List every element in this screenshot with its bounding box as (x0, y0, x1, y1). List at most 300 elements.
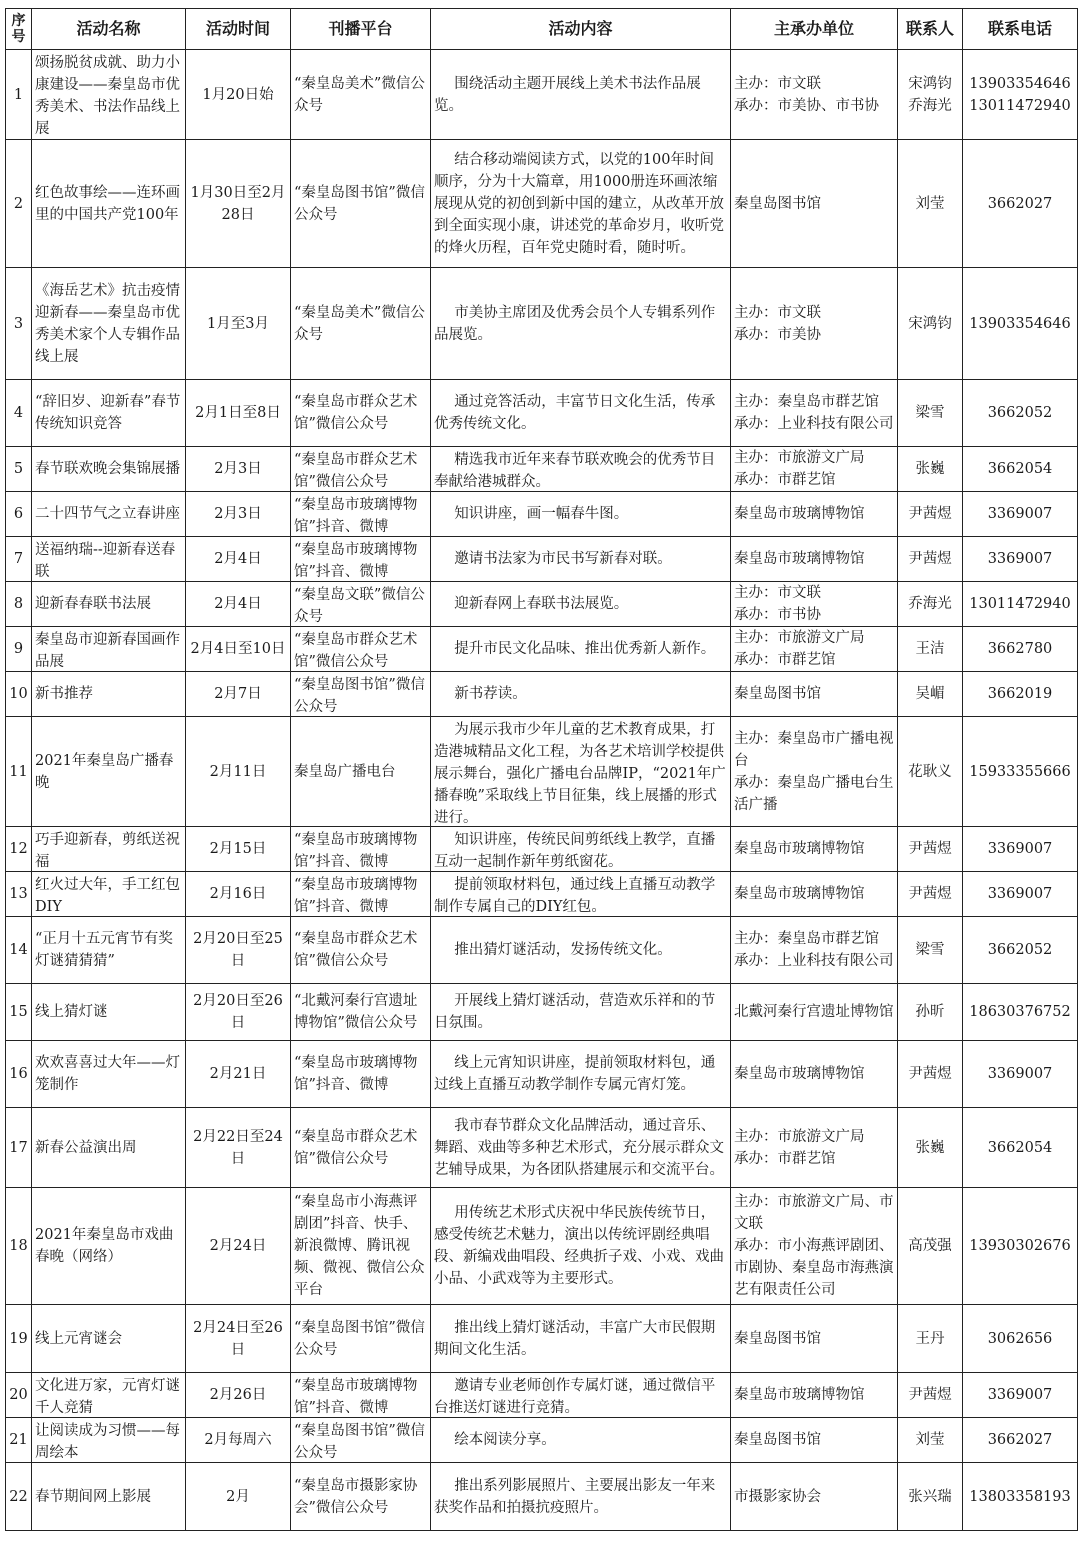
row-number (6, 1463, 32, 1531)
activity-time (186, 1418, 291, 1463)
activity-name-text: 红火过大年，手工红包DIY (35, 876, 180, 915)
contact-person-line: 尹茜煜 (908, 841, 952, 857)
activity-time-text: 2月4日 (214, 551, 262, 567)
contact-phone (963, 672, 1078, 717)
activity-name (32, 1188, 186, 1305)
row-number-text: 15 (9, 1004, 28, 1020)
contact-phone (963, 447, 1078, 492)
contact-person (898, 917, 963, 984)
activity-time-text: 2月16日 (209, 886, 267, 902)
activity-name-text: “辞旧岁、迎新春”春节传统知识竞答 (35, 394, 181, 432)
activity-time (186, 627, 291, 672)
activity-time (186, 447, 291, 492)
contact-phone (963, 1188, 1078, 1305)
activity-platform (291, 537, 431, 582)
contact-phone (963, 50, 1078, 140)
table-row (6, 1463, 1078, 1531)
activity-time (186, 1041, 291, 1108)
organizer-line: 主办：市旅游文广局、市文联 (734, 1194, 894, 1232)
activity-time-text: 2月每周六 (204, 1432, 272, 1448)
activity-name (32, 1041, 186, 1108)
activity-time-text: 2月 (226, 1488, 250, 1505)
activity-platform (291, 1418, 431, 1463)
activity-time-text: 2月24日至26日 (193, 1319, 283, 1358)
activity-time-text: 2月24日 (209, 1238, 267, 1254)
header-content: 活动内容 (431, 9, 731, 50)
activity-time (186, 984, 291, 1041)
activity-content-text: 我市春节群众文化品牌活动，通过音乐、舞蹈、戏曲等多种艺术形式，充分展示群众文艺辅导成果，为各团队搭建展示和交流平台。 (434, 1117, 724, 1178)
activity-time (186, 1463, 291, 1531)
contact-phone-line: 3662054 (987, 1139, 1053, 1156)
organizer (731, 827, 898, 872)
activity-content (431, 1108, 731, 1188)
activity-content (431, 1418, 731, 1463)
activity-content-text: 为展示我市少年儿童的艺术教育成果，打造港城精品文化工程，为各艺术培训学校提供展示舞台，强化广播电台品牌IP，“2021年广播春晚”采取线上节目征集，线上展播的形式进行。 (434, 721, 726, 825)
row-number-text: 19 (9, 1330, 28, 1347)
activity-time-text: 2月3日 (214, 506, 262, 522)
contact-phone (963, 140, 1078, 268)
organizer-line: 秦皇岛图书馆 (734, 1432, 821, 1448)
activity-content-text: 市美协主席团及优秀会员个人专辑系列作品展览。 (434, 304, 716, 343)
row-number (6, 1418, 32, 1463)
activity-content-text: 开展线上猜灯谜活动，营造欢乐祥和的节日氛围。 (434, 993, 716, 1031)
table-row (6, 582, 1078, 627)
organizer-line: 秦皇岛市玻璃博物馆 (734, 1387, 865, 1403)
activity-time (186, 50, 291, 140)
table-row (6, 872, 1078, 917)
activity-content-text: 知识讲座，传统民间剪纸线上教学，直播互动一起制作新年剪纸窗花。 (434, 831, 716, 870)
row-number (6, 537, 32, 582)
activity-name-text: 二十四节气之立春讲座 (35, 506, 180, 522)
row-number-text: 16 (9, 1066, 28, 1082)
activity-time (186, 582, 291, 627)
contact-phone-line: 13930302676 (969, 1238, 1071, 1254)
organizer (731, 872, 898, 917)
activity-platform-text: “秦皇岛市群众艺术馆”微信公众号 (294, 1128, 418, 1167)
table-row (6, 1305, 1078, 1373)
contact-phone-line: 13011472940 (969, 97, 1071, 114)
organizer (731, 672, 898, 717)
contact-person (898, 1305, 963, 1373)
contact-person-line: 吴嵋 (915, 686, 945, 702)
activity-platform-text: “秦皇岛图书馆”微信公众号 (294, 1319, 425, 1358)
organizer (731, 1463, 898, 1531)
activity-name (32, 1418, 186, 1463)
activity-name-text: 春节期间网上影展 (35, 1488, 151, 1505)
contact-phone-line: 3662052 (987, 942, 1053, 958)
contact-person-line: 尹茜煜 (908, 886, 952, 902)
row-number (6, 582, 32, 627)
activity-time (186, 492, 291, 537)
activity-platform (291, 50, 431, 140)
activity-platform-text: “秦皇岛文联”微信公众号 (294, 586, 425, 625)
row-number-text: 9 (13, 641, 24, 657)
contact-person-line: 尹茜煜 (908, 551, 952, 567)
contact-phone-line: 3662027 (987, 195, 1053, 212)
contact-phone-line: 3369007 (987, 1066, 1053, 1082)
organizer-line: 秦皇岛市玻璃博物馆 (734, 841, 865, 857)
activity-platform-text: “秦皇岛图书馆”微信公众号 (294, 1422, 425, 1461)
contact-person-line: 乔海光 (908, 596, 952, 612)
organizer (731, 984, 898, 1041)
activity-platform (291, 140, 431, 268)
activity-name (32, 50, 186, 140)
contact-phone (963, 537, 1078, 582)
activity-platform-text: 秦皇岛广播电台 (294, 763, 396, 780)
header-activity-name: 活动名称 (32, 9, 186, 50)
organizer-line: 秦皇岛图书馆 (734, 686, 821, 702)
organizer-line: 主办：市旅游文广局 (734, 450, 865, 466)
contact-person (898, 1463, 963, 1531)
activity-name-text: 送福纳瑞--迎新春送春联 (35, 541, 176, 580)
contact-person-line: 梁雪 (915, 405, 945, 421)
organizer-line: 秦皇岛图书馆 (734, 195, 821, 212)
organizer-line: 主办：秦皇岛市群艺馆 (734, 394, 879, 410)
organizer-line: 主办：市文联 (734, 304, 821, 321)
row-number (6, 50, 32, 140)
organizer-line: 主办：市文联 (734, 585, 821, 601)
contact-person (898, 1108, 963, 1188)
contact-phone-line: 3662019 (987, 686, 1053, 702)
contact-phone-line: 3369007 (987, 1387, 1053, 1403)
activity-content-text: 推出猜灯谜活动，发扬传统文化。 (454, 942, 672, 958)
contact-phone (963, 717, 1078, 827)
contact-person-line: 宋鸿钧 (908, 315, 952, 332)
row-number-text: 4 (13, 405, 24, 421)
activity-content-text: 邀请专业老师创作专属灯谜，通过微信平台推送灯谜进行竞猜。 (434, 1377, 716, 1416)
contact-person-line: 王丹 (915, 1330, 945, 1347)
organizer (731, 447, 898, 492)
activity-platform (291, 672, 431, 717)
organizer (731, 1373, 898, 1418)
table-row (6, 537, 1078, 582)
activity-platform (291, 582, 431, 627)
activity-name-text: 巧手迎新春，剪纸送祝福 (35, 831, 180, 870)
contact-person (898, 984, 963, 1041)
row-number-text: 14 (9, 942, 28, 958)
activity-platform (291, 1463, 431, 1531)
activity-name (32, 140, 186, 268)
contact-person-line: 宋鸿钧 (908, 75, 952, 92)
activity-content-text: 新书荐读。 (454, 686, 527, 702)
activity-name (32, 1463, 186, 1531)
row-number (6, 140, 32, 268)
contact-person-line: 尹茜煜 (908, 1387, 952, 1403)
activity-platform (291, 492, 431, 537)
activity-time (186, 140, 291, 268)
row-number-text: 21 (9, 1432, 28, 1448)
activity-platform-text: “秦皇岛市群众艺术馆”微信公众号 (294, 394, 418, 432)
row-number (6, 627, 32, 672)
contact-phone-line: 15933355666 (969, 763, 1071, 780)
organizer-line: 承办：市美协 (734, 326, 821, 343)
activity-time (186, 917, 291, 984)
activity-platform (291, 447, 431, 492)
activity-name (32, 492, 186, 537)
activity-platform (291, 717, 431, 827)
activity-platform (291, 1373, 431, 1418)
activity-content-text: 提升市民文化品味、推出优秀新人新作。 (454, 641, 716, 657)
organizer (731, 537, 898, 582)
contact-phone (963, 380, 1078, 447)
organizer-line: 承办：上业科技有限公司 (734, 416, 894, 432)
row-number (6, 1188, 32, 1305)
activity-content (431, 380, 731, 447)
contact-person (898, 380, 963, 447)
activity-name-text: “正月十五元宵节有奖灯谜猜猜猜” (35, 931, 173, 969)
organizer-line: 承办：市群艺馆 (734, 472, 836, 488)
organizer-line: 承办：秦皇岛广播电台生活广播 (734, 774, 894, 813)
activity-name (32, 827, 186, 872)
activity-platform-text: “秦皇岛市玻璃博物馆”抖音、微博 (294, 876, 418, 915)
activity-name-text: 《海岳艺术》抗击疫情迎新春——秦皇岛市优秀美术家个人专辑作品线上展 (35, 282, 180, 365)
row-number-text: 8 (13, 596, 24, 612)
row-number-text: 10 (9, 686, 28, 702)
contact-phone (963, 1373, 1078, 1418)
activity-content (431, 917, 731, 984)
activity-time (186, 717, 291, 827)
organizer (731, 1418, 898, 1463)
activity-content (431, 1188, 731, 1305)
activity-time-text: 2月4日至10日 (190, 641, 286, 657)
activity-platform (291, 1188, 431, 1305)
contact-phone-line: 3062656 (987, 1330, 1053, 1347)
activity-time (186, 1373, 291, 1418)
contact-phone (963, 917, 1078, 984)
contact-phone-line: 13903354646 (969, 315, 1071, 332)
organizer (731, 1305, 898, 1373)
contact-person (898, 672, 963, 717)
row-number-text: 6 (13, 506, 24, 522)
organizer (731, 717, 898, 827)
header-organizer: 主承办单位 (731, 9, 898, 50)
activity-time-text: 1月20日始 (202, 86, 274, 103)
activity-name-text: 红色故事绘——连环画里的中国共产党100年 (35, 184, 180, 223)
contact-person-line: 刘莹 (915, 1432, 945, 1448)
contact-phone (963, 872, 1078, 917)
activity-time-text: 1月至3月 (207, 315, 269, 332)
activity-platform-text: “北戴河秦行宫遗址博物馆”微信公众号 (294, 993, 418, 1031)
activity-name (32, 380, 186, 447)
organizer (731, 380, 898, 447)
row-number (6, 1373, 32, 1418)
contact-person (898, 1418, 963, 1463)
activity-name (32, 1108, 186, 1188)
activity-time (186, 380, 291, 447)
activity-content (431, 984, 731, 1041)
table-row (6, 627, 1078, 672)
table-body (6, 50, 1078, 1531)
activity-content (431, 537, 731, 582)
activity-content-text: 迎新春网上春联书法展览。 (454, 596, 629, 612)
contact-phone-line: 3662780 (987, 641, 1053, 657)
contact-phone-line: 3369007 (987, 551, 1053, 567)
contact-phone (963, 627, 1078, 672)
row-number-text: 12 (9, 841, 28, 857)
header-no: 序号 (6, 9, 32, 50)
activity-name (32, 268, 186, 380)
table-row (6, 717, 1078, 827)
contact-person-line: 梁雪 (915, 942, 945, 958)
contact-person (898, 268, 963, 380)
contact-person-line: 刘莹 (915, 195, 945, 212)
activity-name (32, 1305, 186, 1373)
table-row (6, 492, 1078, 537)
row-number-text: 7 (13, 551, 24, 567)
contact-person (898, 492, 963, 537)
activity-platform-text: “秦皇岛市玻璃博物馆”抖音、微博 (294, 1377, 418, 1416)
contact-phone (963, 582, 1078, 627)
table-row (6, 672, 1078, 717)
activity-content (431, 672, 731, 717)
contact-phone (963, 984, 1078, 1041)
contact-person (898, 582, 963, 627)
activity-content (431, 582, 731, 627)
activity-platform-text: “秦皇岛市玻璃博物馆”抖音、微博 (294, 496, 418, 535)
activity-time-text: 2月15日 (209, 841, 267, 857)
activity-content (431, 1305, 731, 1373)
contact-phone (963, 268, 1078, 380)
contact-person (898, 827, 963, 872)
activity-name-text: 颂扬脱贫成就、助力小康建设——秦皇岛市优秀美术、书法作品线上展 (35, 54, 180, 137)
activity-content-text: 通过竞答活动，丰富节日文化生活，传承优秀传统文化。 (434, 394, 716, 432)
activity-platform (291, 1108, 431, 1188)
activity-name-text: 线上猜灯谜 (35, 1004, 108, 1020)
contact-phone-line: 3369007 (987, 506, 1053, 522)
activity-content (431, 827, 731, 872)
activity-name-text: 让阅读成为习惯——每周绘本 (35, 1422, 180, 1461)
contact-person (898, 537, 963, 582)
activity-content-text: 推出系列影展照片、主要展出影友一年来获奖作品和拍摄抗疫照片。 (434, 1477, 716, 1516)
organizer-line: 承办：市小海燕评剧团、市剧协、秦皇岛市海燕演艺有限责任公司 (734, 1238, 894, 1298)
row-number (6, 1041, 32, 1108)
activity-name (32, 872, 186, 917)
row-number (6, 1305, 32, 1373)
activity-platform (291, 917, 431, 984)
activity-time (186, 827, 291, 872)
activity-platform (291, 872, 431, 917)
activity-content (431, 1041, 731, 1108)
activity-content-text: 结合移动端阅读方式，以党的100年时间顺序，分为十大篇章，用1000册连环画浓缩展现从党的初创到新中国的建立，从改革开放到全面实现小康，讲述党的革命岁月，收听党的烽火历程，百年党史随时看，随时听。 (434, 151, 724, 256)
activity-platform (291, 984, 431, 1041)
activity-time (186, 537, 291, 582)
activity-name (32, 717, 186, 827)
contact-person-line: 张巍 (915, 461, 945, 477)
activity-name (32, 582, 186, 627)
activity-name-text: 新春公益演出周 (35, 1139, 137, 1156)
contact-person (898, 1041, 963, 1108)
contact-phone-line: 13903354646 (969, 75, 1071, 92)
organizer-line: 主办：市旅游文广局 (734, 630, 865, 646)
activity-content-text: 精选我市近年来春节联欢晚会的优秀节目奉献给港城群众。 (434, 451, 716, 490)
organizer-line: 秦皇岛市玻璃博物馆 (734, 551, 865, 567)
activity-content (431, 268, 731, 380)
activity-time-text: 2月26日 (209, 1387, 267, 1403)
contact-phone-line: 3369007 (987, 886, 1053, 902)
activity-content (431, 1463, 731, 1531)
contact-person (898, 627, 963, 672)
activity-content (431, 50, 731, 140)
activity-time (186, 1188, 291, 1305)
table-row (6, 268, 1078, 380)
activity-platform-text: “秦皇岛市摄影家协会”微信公众号 (294, 1477, 418, 1516)
contact-phone (963, 1041, 1078, 1108)
activity-content (431, 447, 731, 492)
activity-name (32, 984, 186, 1041)
activity-platform-text: “秦皇岛市群众艺术馆”微信公众号 (294, 451, 418, 490)
activity-platform-text: “秦皇岛市玻璃博物馆”抖音、微博 (294, 1055, 418, 1093)
activity-content-text: 绘本阅读分享。 (454, 1432, 556, 1448)
organizer (731, 582, 898, 627)
contact-person-line: 高茂强 (908, 1238, 952, 1254)
activity-time-text: 2月4日 (214, 596, 262, 612)
activity-time-text: 2月3日 (214, 461, 262, 477)
organizer-line: 承办：市书协 (734, 607, 821, 623)
organizer-line: 承办：市美协、市书协 (734, 97, 879, 114)
table-row (6, 50, 1078, 140)
contact-person (898, 447, 963, 492)
activity-content-text: 线上元宵知识讲座，提前领取材料包，通过线上直播互动教学制作专属元宵灯笼。 (434, 1055, 716, 1093)
contact-person-line: 尹茜煜 (908, 1066, 952, 1082)
organizer-line: 秦皇岛市玻璃博物馆 (734, 506, 865, 522)
table-row (6, 140, 1078, 268)
row-number-text: 3 (13, 315, 24, 332)
organizer-line: 承办：市群艺馆 (734, 652, 836, 668)
activity-name-text: 2021年秦皇岛广播春晚 (35, 752, 174, 791)
activity-platform-text: “秦皇岛市小海燕评剧团”抖音、快手、新浪微博、腾讯视频、微视、微信公众平台 (294, 1194, 425, 1298)
activity-name-text: 新书推荐 (35, 686, 93, 702)
row-number (6, 1108, 32, 1188)
activity-content (431, 492, 731, 537)
activity-platform (291, 268, 431, 380)
activity-platform (291, 627, 431, 672)
organizer-line: 主办：市文联 (734, 75, 821, 92)
activity-name-text: 2021年秦皇岛市戏曲春晚（网络） (35, 1227, 174, 1265)
contact-phone-line: 13803358193 (969, 1488, 1071, 1505)
header-platform: 刊播平台 (291, 9, 431, 50)
table-row (6, 447, 1078, 492)
row-number (6, 672, 32, 717)
activity-content (431, 872, 731, 917)
contact-phone-line: 3662054 (987, 461, 1053, 477)
activity-platform-text: “秦皇岛美术”微信公众号 (294, 75, 425, 114)
activity-schedule (5, 8, 1077, 1531)
organizer-line: 主办：秦皇岛市群艺馆 (734, 931, 879, 947)
organizer-line: 主办：市旅游文广局 (734, 1128, 865, 1145)
table-row (6, 380, 1078, 447)
header-contact-phone: 联系电话 (963, 9, 1078, 50)
activity-content-text: 用传统艺术形式庆祝中华民族传统节日，感受传统艺术魅力，演出以传统评剧经典唱段、新编戏曲唱段、经典折子戏、小戏、戏曲小品、小武戏等为主要形式。 (434, 1205, 724, 1287)
row-number (6, 872, 32, 917)
organizer (731, 50, 898, 140)
organizer-line: 承办：市群艺馆 (734, 1150, 836, 1167)
contact-phone (963, 1305, 1078, 1373)
contact-person-line: 张巍 (915, 1139, 945, 1156)
activity-platform-text: “秦皇岛图书馆”微信公众号 (294, 184, 425, 223)
organizer-line: 秦皇岛市玻璃博物馆 (734, 1066, 865, 1082)
organizer (731, 1108, 898, 1188)
row-number (6, 917, 32, 984)
activity-platform-text: “秦皇岛市群众艺术馆”微信公众号 (294, 931, 418, 969)
row-number (6, 984, 32, 1041)
contact-phone (963, 827, 1078, 872)
activity-platform-text: “秦皇岛市玻璃博物馆”抖音、微博 (294, 541, 418, 580)
contact-phone-line: 3662052 (987, 405, 1053, 421)
activity-time (186, 672, 291, 717)
activity-time (186, 1108, 291, 1188)
row-number-text: 18 (9, 1238, 28, 1254)
contact-person (898, 140, 963, 268)
